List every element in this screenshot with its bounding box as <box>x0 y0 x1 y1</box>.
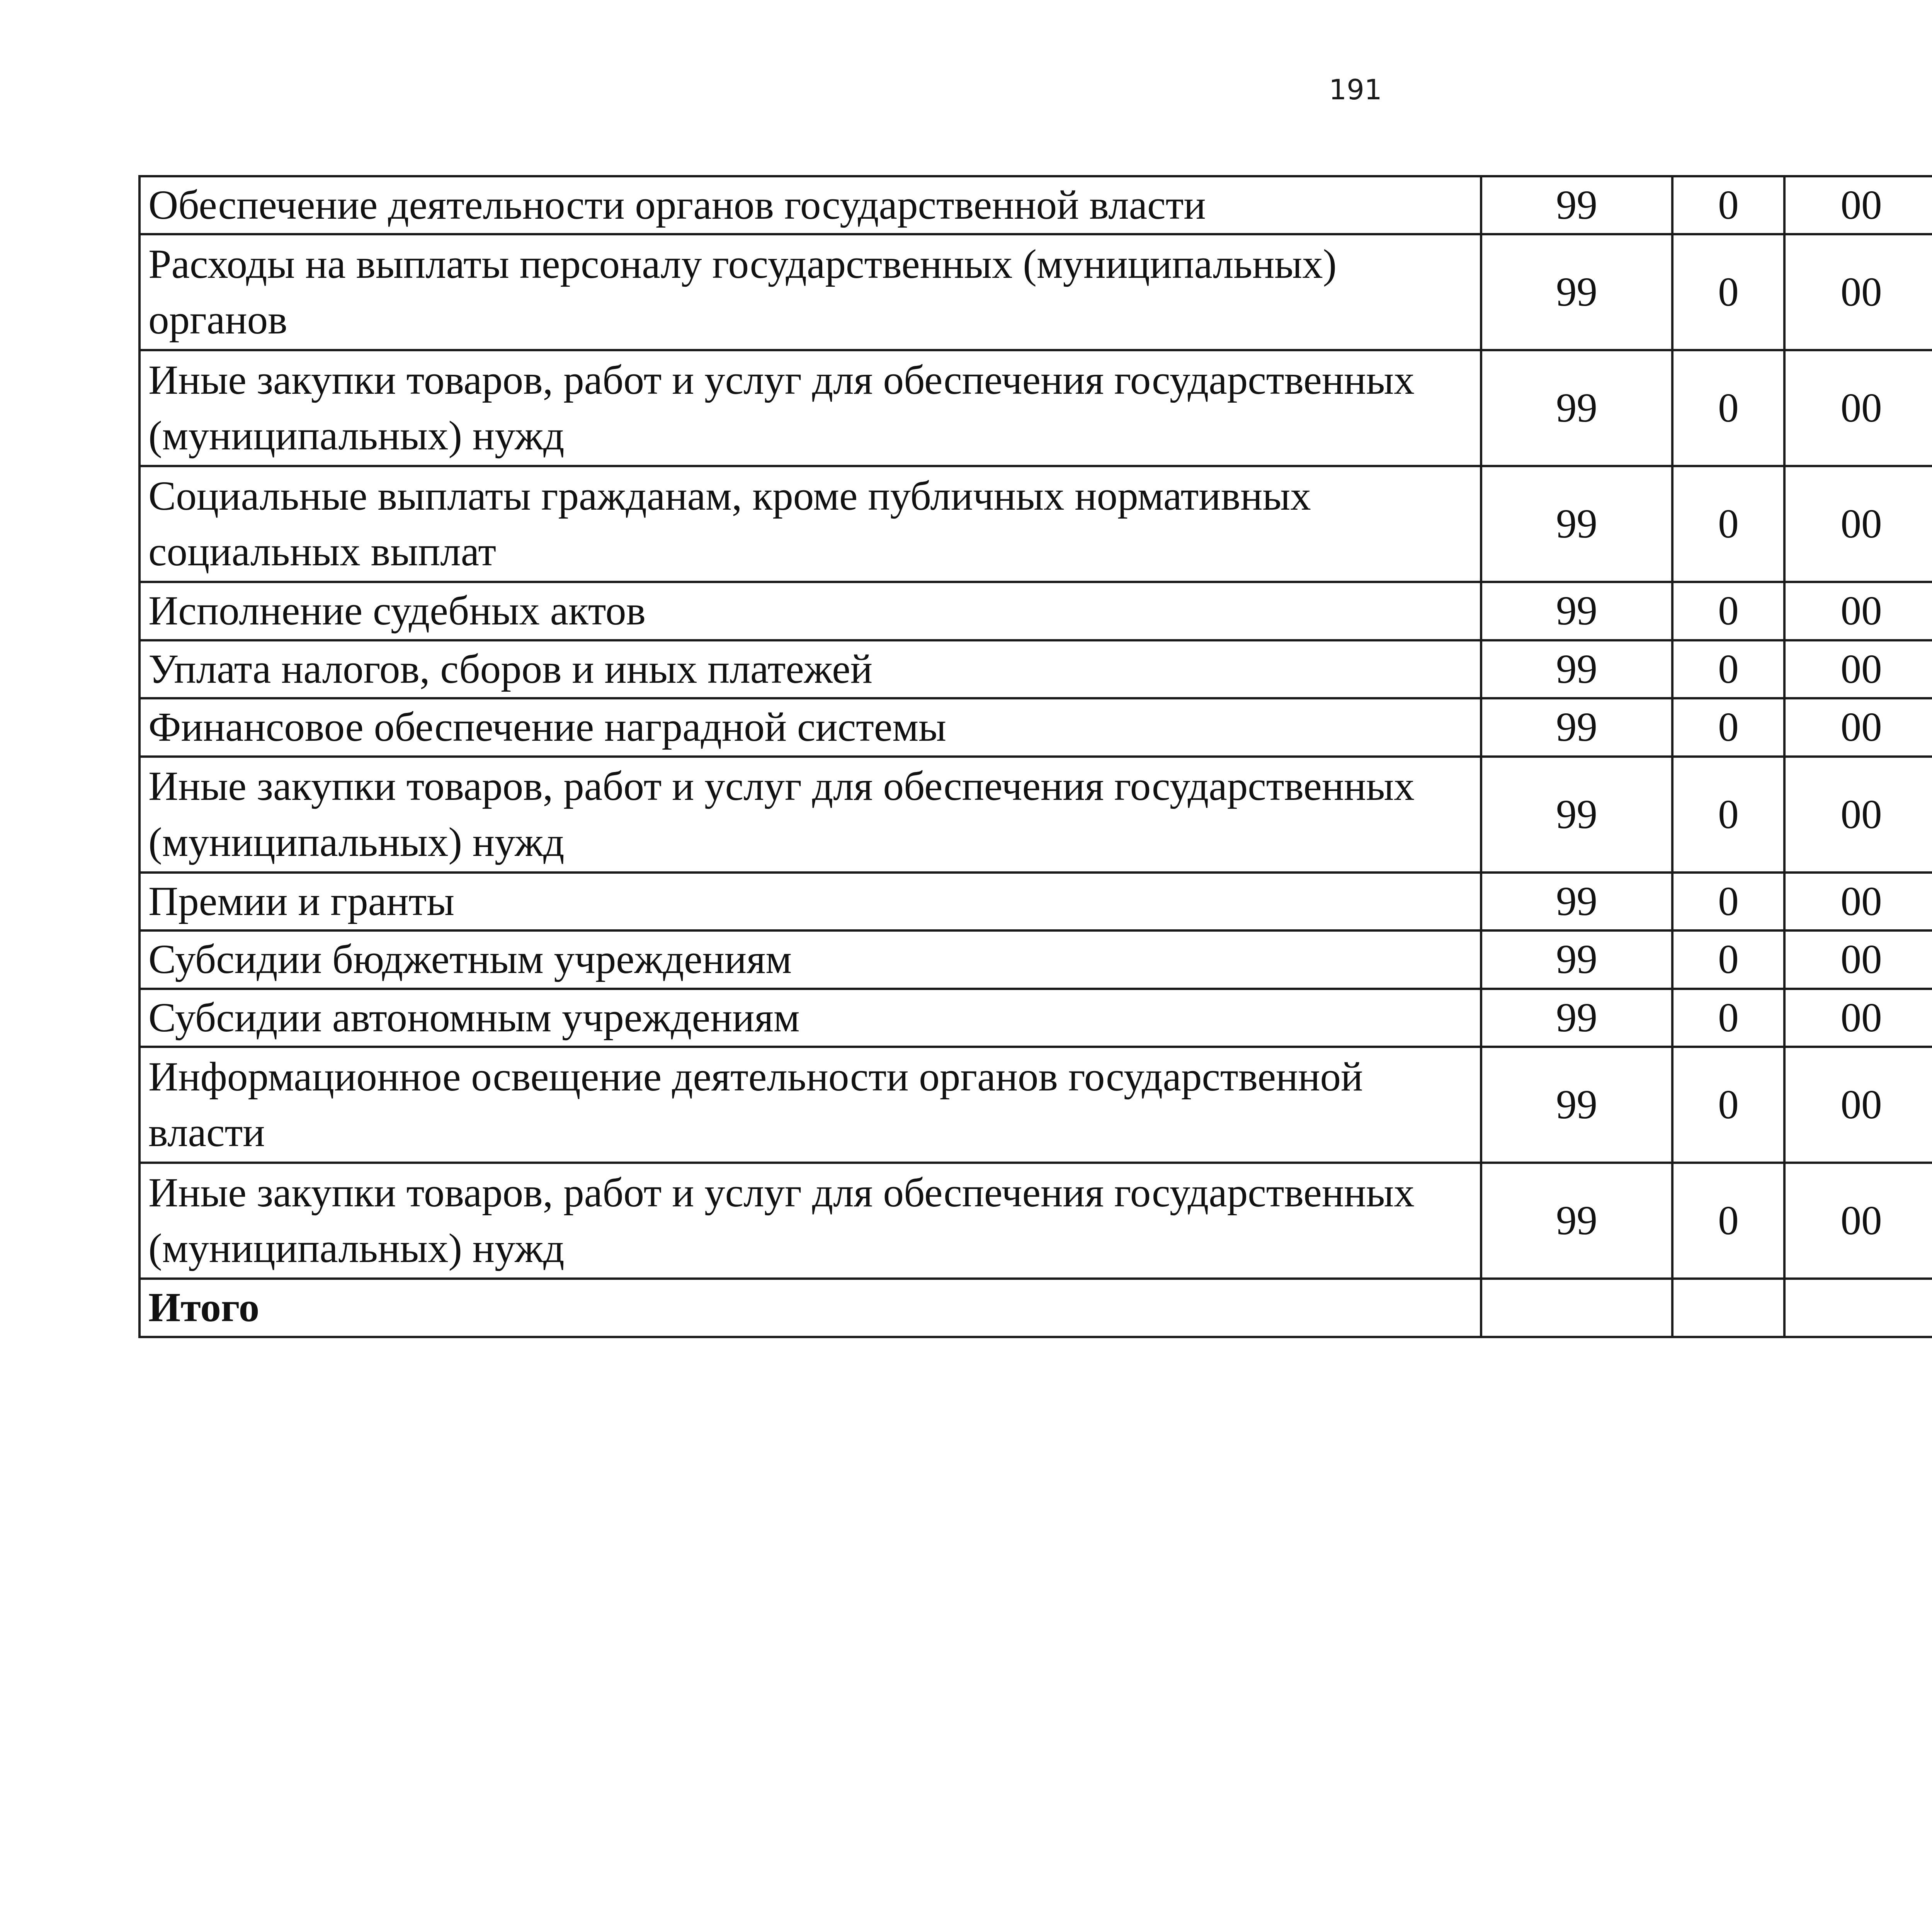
code-2: 0 <box>1672 176 1784 234</box>
code-1: 99 <box>1481 1163 1672 1279</box>
empty-cell <box>1784 1279 1932 1337</box>
code-1: 99 <box>1481 234 1672 350</box>
row-name: Обеспечение деятельности органов государственной власти <box>139 176 1481 234</box>
row-name: Субсидии автономным учреждениям <box>139 989 1481 1047</box>
row-name: Информационное освещение деятельности органов государственной власти <box>139 1047 1481 1163</box>
table-row <box>139 640 1932 698</box>
code-3: 00 <box>1784 930 1932 988</box>
code-2: 0 <box>1672 873 1784 930</box>
row-name: Социальные выплаты гражданам, кроме публичных нормативных социальных выплат <box>139 466 1481 582</box>
table-row <box>139 582 1932 640</box>
empty-cell <box>1672 1279 1784 1337</box>
code-2: 0 <box>1672 582 1784 640</box>
code-1: 99 <box>1481 757 1672 873</box>
code-2: 0 <box>1672 234 1784 350</box>
code-1: 99 <box>1481 989 1672 1047</box>
code-3: 00 <box>1784 1047 1932 1163</box>
row-name: Финансовое обеспечение наградной системы <box>139 698 1481 756</box>
code-1: 99 <box>1481 350 1672 466</box>
code-3: 00 <box>1784 1163 1932 1279</box>
row-name: Расходы на выплаты персоналу государственных (муниципальных) органов <box>139 234 1481 350</box>
budget-table <box>138 175 1932 1338</box>
empty-cell <box>1481 1279 1672 1337</box>
row-name: Иные закупки товаров, работ и услуг для обеспечения государственных (муниципальных) нужд <box>139 757 1481 873</box>
table-row <box>139 757 1932 873</box>
table-row <box>139 466 1932 582</box>
table-row <box>139 698 1932 756</box>
code-1: 99 <box>1481 176 1672 234</box>
code-3: 00 <box>1784 873 1932 930</box>
code-1: 99 <box>1481 930 1672 988</box>
code-1: 99 <box>1481 1047 1672 1163</box>
code-2: 0 <box>1672 466 1784 582</box>
code-3: 00 <box>1784 989 1932 1047</box>
page-number: 191 <box>1329 73 1382 106</box>
total-row <box>139 1279 1932 1337</box>
code-3: 00 <box>1784 234 1932 350</box>
row-name: Премии и гранты <box>139 873 1481 930</box>
code-1: 99 <box>1481 698 1672 756</box>
code-3: 00 <box>1784 698 1932 756</box>
code-1: 99 <box>1481 873 1672 930</box>
code-2: 0 <box>1672 1163 1784 1279</box>
row-name: Иные закупки товаров, работ и услуг для обеспечения государственных (муниципальных) нужд <box>139 350 1481 466</box>
table-row <box>139 1047 1932 1163</box>
table-row <box>139 350 1932 466</box>
code-2: 0 <box>1672 1047 1784 1163</box>
code-3: 00 <box>1784 582 1932 640</box>
code-1: 99 <box>1481 640 1672 698</box>
code-2: 0 <box>1672 930 1784 988</box>
table-row <box>139 234 1932 350</box>
row-name: Уплата налогов, сборов и иных платежей <box>139 640 1481 698</box>
table-row <box>139 989 1932 1047</box>
table-row <box>139 930 1932 988</box>
code-2: 0 <box>1672 698 1784 756</box>
code-1: 99 <box>1481 582 1672 640</box>
row-name: Исполнение судебных актов <box>139 582 1481 640</box>
row-name: Иные закупки товаров, работ и услуг для обеспечения государственных (муниципальных) нужд <box>139 1163 1481 1279</box>
row-name: Субсидии бюджетным учреждениям <box>139 930 1481 988</box>
code-3: 00 <box>1784 640 1932 698</box>
code-3: 00 <box>1784 757 1932 873</box>
code-3: 00 <box>1784 176 1932 234</box>
table-row <box>139 873 1932 930</box>
table-row <box>139 1163 1932 1279</box>
code-3: 00 <box>1784 466 1932 582</box>
code-2: 0 <box>1672 757 1784 873</box>
code-2: 0 <box>1672 350 1784 466</box>
table-row <box>139 176 1932 234</box>
code-1: 99 <box>1481 466 1672 582</box>
code-3: 00 <box>1784 350 1932 466</box>
total-label: Итого <box>139 1279 1481 1337</box>
code-2: 0 <box>1672 640 1784 698</box>
code-2: 0 <box>1672 989 1784 1047</box>
